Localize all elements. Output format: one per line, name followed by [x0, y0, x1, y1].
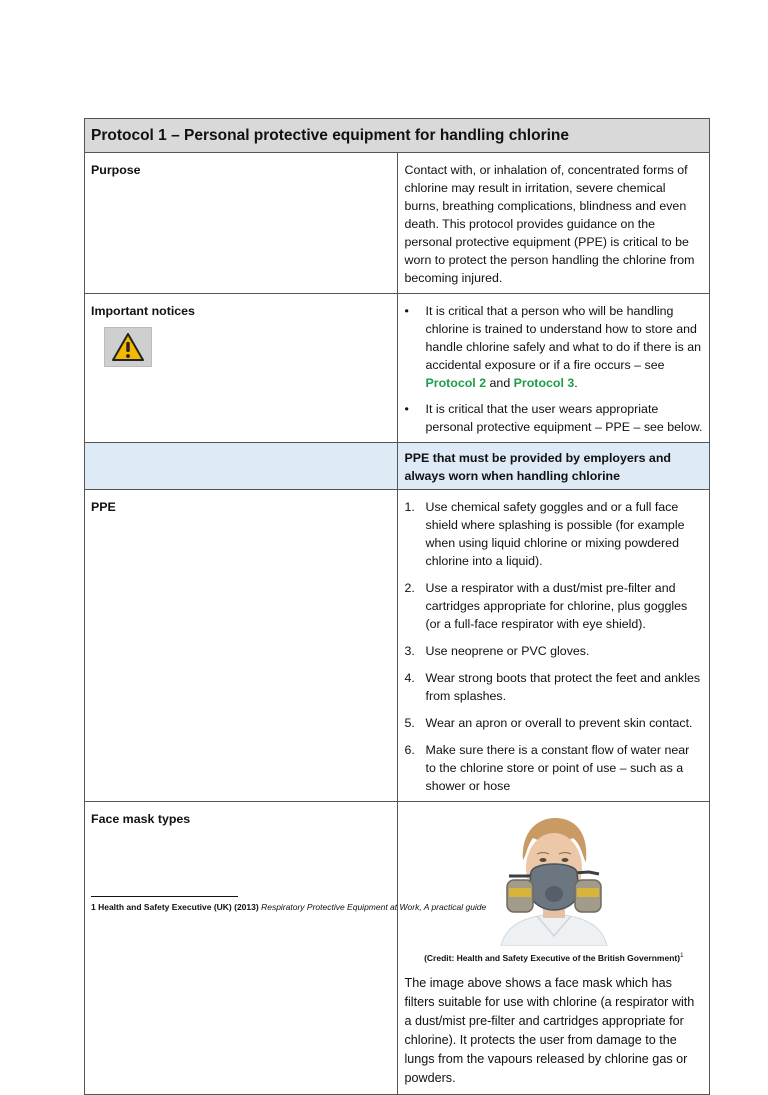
list-item [405, 741, 704, 795]
notice-item [405, 400, 704, 436]
list-item [405, 579, 704, 633]
ppe-heading-spacer [85, 443, 398, 490]
face-mask-description: The image above shows a face mask which has filters suitable for use with chlorine (a respirator with a dust/mist pre-filter and cartridges appropriate for chlorine). It protects the user from damage to the lungs from the vapours released by chlorine gas or powders. [404, 975, 695, 1085]
face-mask-content [397, 802, 710, 1095]
ppe-label: PPE [85, 490, 398, 802]
protocol-2-link[interactable]: Protocol 2 [425, 376, 487, 390]
title-row [85, 119, 710, 153]
face-mask-row [85, 802, 710, 1095]
purpose-row [85, 153, 710, 294]
item-number: 2. [404, 581, 415, 595]
notice-text-2: It is critical that the user wears appropriate personal protective equipment – PPE – see below. [425, 402, 703, 434]
protocol-table [84, 118, 710, 1095]
item-number: 1. [404, 500, 415, 514]
footnote-title: Respiratory Protective Equipment at Work, A practical guide [261, 902, 487, 912]
notices-row [85, 294, 710, 443]
notice-and-text: and [486, 376, 514, 390]
notice-end-text: . [574, 376, 578, 390]
item-number: 5. [404, 716, 415, 730]
notices-content [397, 294, 710, 443]
notices-label-cell [85, 294, 398, 443]
ppe-content [397, 490, 710, 802]
footnote [91, 902, 486, 912]
notices-list [405, 302, 704, 436]
list-item [405, 669, 704, 705]
item-text: Use a respirator with a dust/mist pre-filter and cartridges appropriate for chlorine, plus goggles (or a full-face respirator with eye shield). [425, 581, 688, 631]
photo-caption [405, 950, 704, 964]
notice-text-1: It is critical that a person who will be handling chlorine is trained to understand how to store and handle chlorine safely and what to do if there is an accidental exposure or if a fire occurs – see [425, 304, 702, 372]
list-item [405, 714, 704, 732]
purpose-label: Purpose [85, 153, 398, 294]
ppe-heading: PPE that must be provided by employers and always worn when handling chlorine [397, 443, 710, 490]
notice-item [405, 302, 704, 392]
purpose-text: Contact with, or inhalation of, concentrated forms of chlorine may result in irritation, severe chemical burns, breathing complications, blindness and even death. This protocol provides guidance on the personal protective equipment (PPE) is critical to be worn to protect the person handling the chlorine from becoming injured. [397, 153, 710, 294]
protocol-title: Protocol 1 – Personal protective equipment for handling chlorine [85, 119, 710, 153]
protocol-3-link[interactable]: Protocol 3 [513, 376, 575, 390]
item-text: Make sure there is a constant flow of water near to the chlorine store or point of use – such as a shower or hose [425, 743, 690, 793]
footnote-rule [91, 896, 238, 897]
item-text: Wear an apron or overall to prevent skin contact. [425, 716, 693, 730]
ppe-row [85, 490, 710, 802]
face-mask-label: Face mask types [85, 802, 398, 1095]
warning-sign [104, 327, 152, 367]
warning-icon [111, 332, 145, 362]
list-item [405, 642, 704, 660]
item-text: Use chemical safety goggles and or a full face shield where splashing is possible (for example when using liquid chlorine or mixing powdered chlorine into a liquid). [425, 500, 685, 568]
notices-label: Important notices [91, 304, 195, 318]
bullet-mark: • [404, 402, 409, 416]
ppe-heading-row [85, 443, 710, 490]
caption-footnote-ref[interactable]: 1 [680, 953, 684, 959]
item-text: Use neoprene or PVC gloves. [425, 644, 590, 658]
bullet-mark: • [404, 304, 409, 318]
face-mask-figure [405, 814, 704, 964]
ppe-list [405, 498, 704, 795]
respirator-photo [493, 814, 615, 946]
caption-text: (Credit: Health and Safety Executive of the British Government) [424, 952, 681, 963]
item-number: 6. [404, 743, 415, 757]
item-text: Wear strong boots that protect the feet and ankles from splashes. [425, 671, 701, 703]
item-number: 4. [404, 671, 415, 685]
item-number: 3. [404, 644, 415, 658]
footnote-source: 1 Health and Safety Executive (UK) (2013) [91, 902, 259, 912]
list-item [405, 498, 704, 570]
